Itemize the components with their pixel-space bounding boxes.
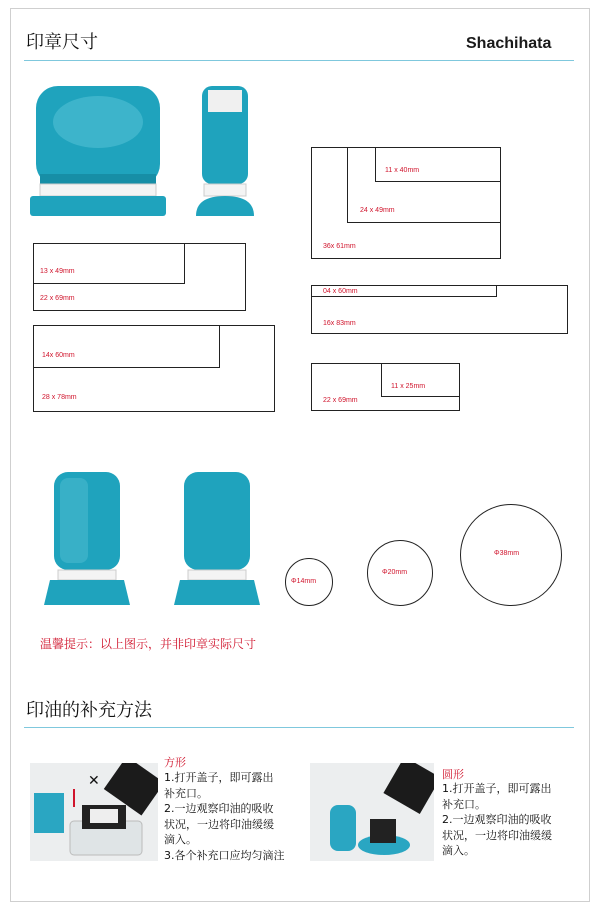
brand-logo: Shachihata: [466, 35, 552, 52]
size-label: 14x 60mm: [42, 352, 75, 359]
size-box-13x49: [33, 243, 185, 284]
square-step-line: 补充口。: [164, 786, 208, 800]
round-step-line: 1.打开盖子，即可露出: [442, 782, 552, 795]
size-label: 28 x 78mm: [42, 394, 77, 401]
round-step-line: 状况，一边将印油缓缓: [442, 828, 552, 842]
header-divider: [24, 60, 574, 61]
size-label: 36x 61mm: [323, 243, 356, 250]
square-step-line: 2.一边观察印油的吸收: [164, 802, 274, 815]
round-step-line: 滴入。: [442, 844, 475, 857]
section-title-stamp-size: 印章尺寸: [26, 32, 98, 53]
size-label: Φ14mm: [291, 578, 317, 585]
size-label: 13 x 49mm: [40, 268, 75, 275]
size-label: 16x 83mm: [323, 320, 356, 327]
round-step-line: 2.一边观察印油的吸收: [442, 813, 552, 826]
size-label: 24 x 49mm: [360, 207, 395, 214]
round-refill-steps: [442, 781, 552, 859]
round-stamp-front-image: [40, 470, 135, 608]
square-refill-steps: [164, 770, 285, 863]
size-label: Φ20mm: [382, 569, 408, 576]
refill-divider: [24, 727, 574, 728]
size-label: Φ38mm: [494, 550, 520, 557]
size-box-11x40: [375, 147, 501, 182]
square-refill-photo: [30, 763, 158, 861]
square-step-line: 滴入。: [164, 833, 197, 846]
square-step-line: 状况，一边将印油缓缓: [164, 817, 274, 831]
size-label: 22 x 69mm: [323, 397, 358, 404]
size-label: 04 x 60mm: [323, 288, 358, 295]
size-box-14x60: [33, 325, 220, 368]
rect-stamp-front-image: [28, 84, 168, 219]
section-title-refill: 印油的补充方法: [26, 700, 152, 721]
size-box-11x25: [381, 363, 460, 397]
round-stamp-side-image: [170, 470, 265, 608]
size-label: 11 x 25mm: [391, 383, 426, 390]
size-label: 22 x 69mm: [40, 295, 75, 302]
round-refill-title: 圆形: [442, 768, 464, 781]
size-disclaimer: 温馨提示：以上图示，并非印章实际尺寸: [40, 637, 257, 651]
square-refill-title: 方形: [164, 756, 186, 769]
round-refill-photo: [310, 763, 434, 861]
svg-text:✕: ✕: [88, 773, 100, 789]
round-step-line: 补充口。: [442, 797, 486, 811]
square-step-line: 3.各个补充口应均匀滴注: [164, 848, 285, 862]
size-label: 11 x 40mm: [385, 167, 420, 174]
square-step-line: 1.打开盖子，即可露出: [164, 771, 274, 784]
rect-stamp-side-image: [192, 84, 258, 219]
